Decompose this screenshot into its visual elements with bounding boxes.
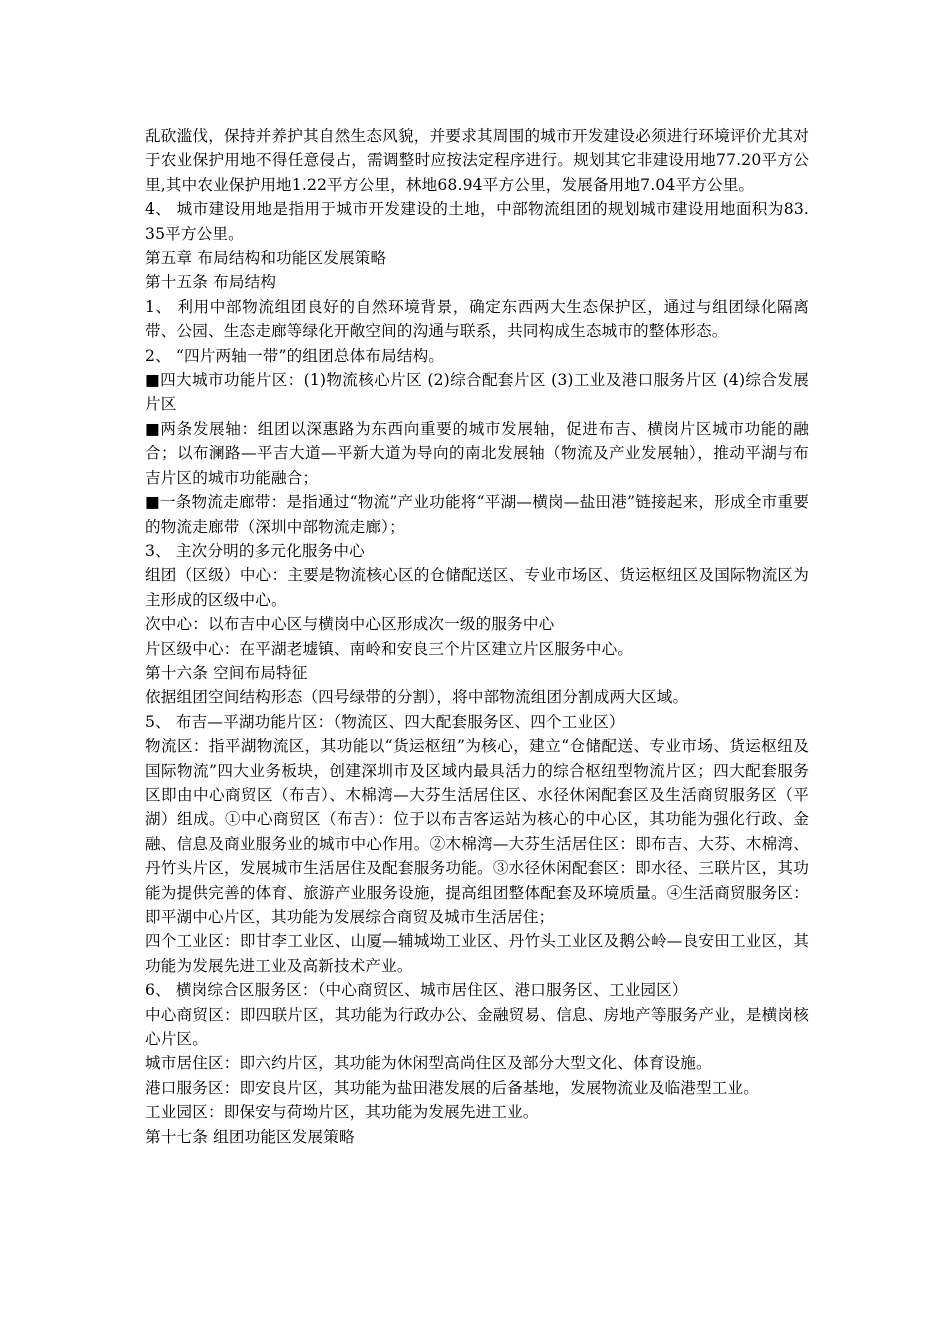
bullet-logistics-corridor: ■一条物流走廊带：是指通过“物流”产业功能将“平湖—横岗—盐田港”链接起来，形成全市重要的物流走廊带（深圳中部物流走廊）； [145, 493, 809, 536]
article-heading-15: 第十五条 布局结构 [145, 273, 277, 292]
paragraph-district-center: 组团（区级）中心：主要是物流核心区的仓储配送区、专业市场区、货运枢纽区及国际物流区为主形成的区级中心。 [145, 566, 809, 609]
paragraph-urban-build-land: 4、 城市建设用地是指用于城市开发建设的土地，中部物流组团的规划城市建设用地面积为83.35平方公里。 [145, 200, 809, 243]
paragraph-industrial-areas: 四个工业区：即甘李工业区、山厦—辅城坳工业区、丹竹头工业区及鹅公岭—良安田工业区，其功能为发展先进工业及高新技术产业。 [145, 932, 809, 975]
paragraph-nonbuild-land: 乱砍滥伐，保持并养护其自然生态风貌，并要求其周围的城市开发建设必须进行环境评价尤其对于农业保护用地不得任意侵占，需调整时应按法定程序进行。规划其它非建设用地77.20平方公里,其中农业保护用地1.22平方公里，林地68.94平方公里，发展备用地7.04平方公里。 [145, 127, 809, 194]
article-heading-16: 第十六条 空间布局特征 [145, 663, 308, 682]
article-heading-17: 第十七条 组团功能区发展策略 [145, 1127, 355, 1146]
bullet-two-axes: ■两条发展轴：组团以深惠路为东西向重要的城市发展轴，促进布吉、横岗片区城市功能的融合；以布澜路—平吉大道—平新大道为导向的南北发展轴（物流及产业发展轴），推动平湖与布吉片区的城市功能融合； [145, 419, 809, 487]
paragraph-henggang: 6、 横岗综合区服务区：（中心商贸区、城市居住区、港口服务区、工业园区） [145, 981, 688, 1000]
document-body [145, 124, 809, 1149]
paragraph-port-service-area: 港口服务区：即安良片区，其功能为盐田港发展的后备基地，发展物流业及临港型工业。 [145, 1078, 760, 1097]
paragraph-buji-pinghu: 5、 布吉—平湖功能片区：（物流区、四大配套服务区、四个工业区） [145, 712, 625, 731]
paragraph-logistics-area: 物流区：指平湖物流区，其功能以“货运枢纽”为核心，建立“仓储配送、专业市场、货运枢纽及国际物流”四大业务板块，创建深圳市及区域内最具活力的综合枢纽型物流片区；四大配套服务区即由中心商贸区（布吉）、木棉湾—大芬生活居住区、水径休闲配套区及生活商贸服务区（平湖）组成。①中心商贸区（布吉）：位于以布吉客运站为核心的中心区，其功能为强化行政、金融、信息及商业服务业的城市中心作用。②木棉湾—大芬生活居住区：即布吉、大芬、木棉湾、丹竹头片区，发展城市生活居住及配套服务功能。③水径休闲配套区：即水径、三联片区，其功能为提供完善的体育、旅游产业服务设施，提高组团整体配套及环境质量。④生活商贸服务区：即平湖中心片区，其功能为发展综合商贸及城市生活居住； [145, 737, 809, 926]
paragraph-sub-center: 次中心：以布吉中心区与横岗中心区形成次一级的服务中心 [145, 615, 555, 634]
paragraph-ecological-zones: 1、 利用中部物流组团良好的自然环境背景，确定东西两大生态保护区，通过与组团绿化隔离带、公园、生态走廊等绿化开敞空间的沟通与联系，共同构成生态城市的整体形态。 [145, 297, 809, 341]
paragraph-overall-structure: 2、 “四片两轴一带”的组团总体布局结构。 [145, 346, 445, 365]
paragraph-commercial-area: 中心商贸区：即四联片区，其功能为行政办公、金融贸易、信息、房地产等服务产业，是横岗核心片区。 [145, 1005, 809, 1049]
paragraph-residential-area: 城市居住区：即六约片区，其功能为休闲型高尚住区及部分大型文化、体育设施。 [145, 1054, 712, 1073]
paragraph-spatial-division: 依据组团空间结构形态（四号绿带的分割），将中部物流组团分割成两大区域。 [145, 688, 689, 707]
paragraph-area-center: 片区级中心：在平湖老墟镇、南岭和安良三个片区建立片区服务中心。 [145, 639, 634, 658]
chapter-heading-5: 第五章 布局结构和功能区发展策略 [145, 249, 387, 268]
bullet-four-districts: ■四大城市功能片区：(1)物流核心片区 (2)综合配套片区 (3)工业及港口服务片区 (4)综合发展片区 [145, 371, 809, 414]
paragraph-service-centers: 3、 主次分明的多元化服务中心 [145, 541, 365, 560]
paragraph-industrial-park: 工业园区：即保安与荷坳片区，其功能为发展先进工业。 [145, 1103, 539, 1122]
